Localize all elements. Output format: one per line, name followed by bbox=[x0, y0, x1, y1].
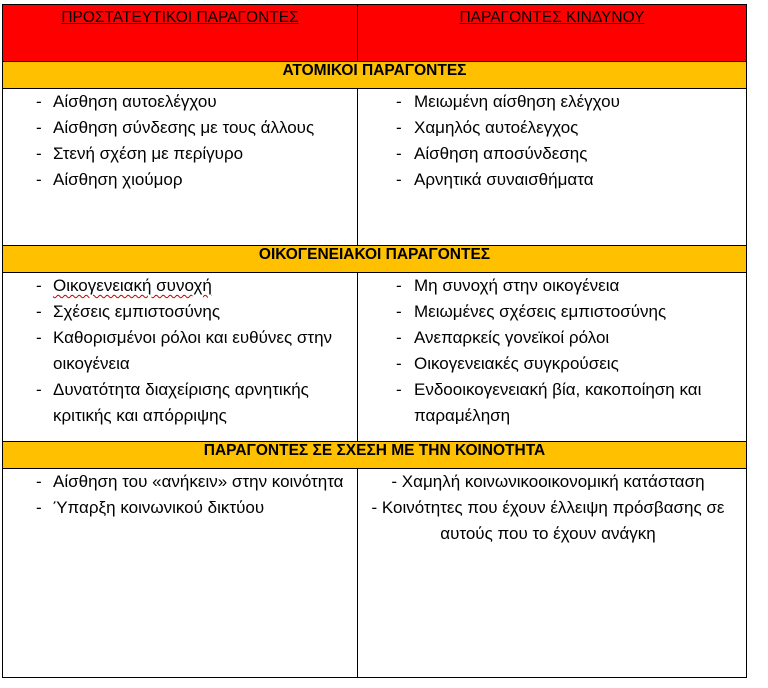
risk-header: ΠΑΡΑΓΟΝΤΕΣ ΚΙΝΔΥΝΟΥ bbox=[358, 5, 747, 62]
list-item: - Ύπαρξη κοινωνικού δικτύου bbox=[3, 495, 357, 521]
list-item: - Οικογενειακές συγκρούσεις bbox=[358, 351, 746, 377]
protective-header: ΠΡΟΣΤΑΤΕΥΤΙΚΟΙ ΠΑΡΑΓΟΝΤΕΣ bbox=[3, 5, 358, 62]
list-item: - Στενή σχέση με περίγυρο bbox=[3, 141, 357, 167]
list-item: - Μειωμένη αίσθηση ελέγχου bbox=[358, 89, 746, 115]
list-item: - Αίσθηση σύνδεσης με τους άλλους bbox=[3, 115, 357, 141]
list-item: - Δυνατότητα διαχείρισης αρνητικής κριτικής και απόρριψης bbox=[3, 377, 357, 429]
section-band-community bbox=[3, 442, 747, 469]
section-band-individual bbox=[3, 62, 747, 89]
family-protective-cell bbox=[3, 273, 358, 442]
individual-risk-cell bbox=[358, 89, 747, 246]
factors-table bbox=[2, 4, 747, 678]
list-item: - Οικογενειακή συνοχή bbox=[3, 273, 357, 299]
list-item: - Αίσθηση αποσύνδεσης bbox=[358, 141, 746, 167]
community-risk-cell bbox=[358, 469, 747, 678]
list-item: - Χαμηλή κοινωνικοοικονομική κατάσταση bbox=[391, 472, 705, 491]
list-item: - Καθορισμένοι ρόλοι και ευθύνες στην οικογένεια bbox=[3, 325, 357, 377]
list-item: - Αίσθηση του «ανήκειν» στην κοινότητα bbox=[3, 469, 357, 495]
section-row-family bbox=[3, 273, 747, 442]
section-band-family bbox=[3, 246, 747, 273]
list-item: - Ενδοοικογενειακή βία, κακοποίηση και παραμέληση bbox=[358, 377, 746, 429]
community-protective-cell bbox=[3, 469, 358, 678]
list-item: - Σχέσεις εμπιστοσύνης bbox=[3, 299, 357, 325]
list-item: - Μη συνοχή στην οικογένεια bbox=[358, 273, 746, 299]
family-risk-cell bbox=[358, 273, 747, 442]
section-row-individual bbox=[3, 89, 747, 246]
list-item: - Ανεπαρκείς γονεϊκοί ρόλοι bbox=[358, 325, 746, 351]
list-item: - Χαμηλός αυτοέλεγχος bbox=[358, 115, 746, 141]
section-title-community: ΠΑΡΑΓΟΝΤΕΣ ΣΕ ΣΧΕΣΗ ΜΕ ΤΗΝ ΚΟΙΝΟΤΗΤΑ bbox=[3, 442, 747, 469]
list-item: - Μειωμένες σχέσεις εμπιστοσύνης bbox=[358, 299, 746, 325]
section-title-family: ΟΙΚΟΓΕΝΕΙΑΚΟΙ ΠΑΡΑΓΟΝΤΕΣ bbox=[3, 246, 747, 273]
list-item: - Αίσθηση αυτοελέγχου bbox=[3, 89, 357, 115]
header-row bbox=[3, 5, 747, 62]
individual-protective-cell bbox=[3, 89, 358, 246]
section-row-community bbox=[3, 469, 747, 678]
list-item: - Κοινότητες που έχουν έλλειψη πρόσβασης σε αυτούς που το έχουν ανάγκη bbox=[371, 498, 725, 543]
section-title-individual: ΑΤΟΜΙΚΟΙ ΠΑΡΑΓΟΝΤΕΣ bbox=[3, 62, 747, 89]
list-item: - Αίσθηση χιούμορ bbox=[3, 167, 357, 193]
list-item: - Αρνητικά συναισθήματα bbox=[358, 167, 746, 193]
